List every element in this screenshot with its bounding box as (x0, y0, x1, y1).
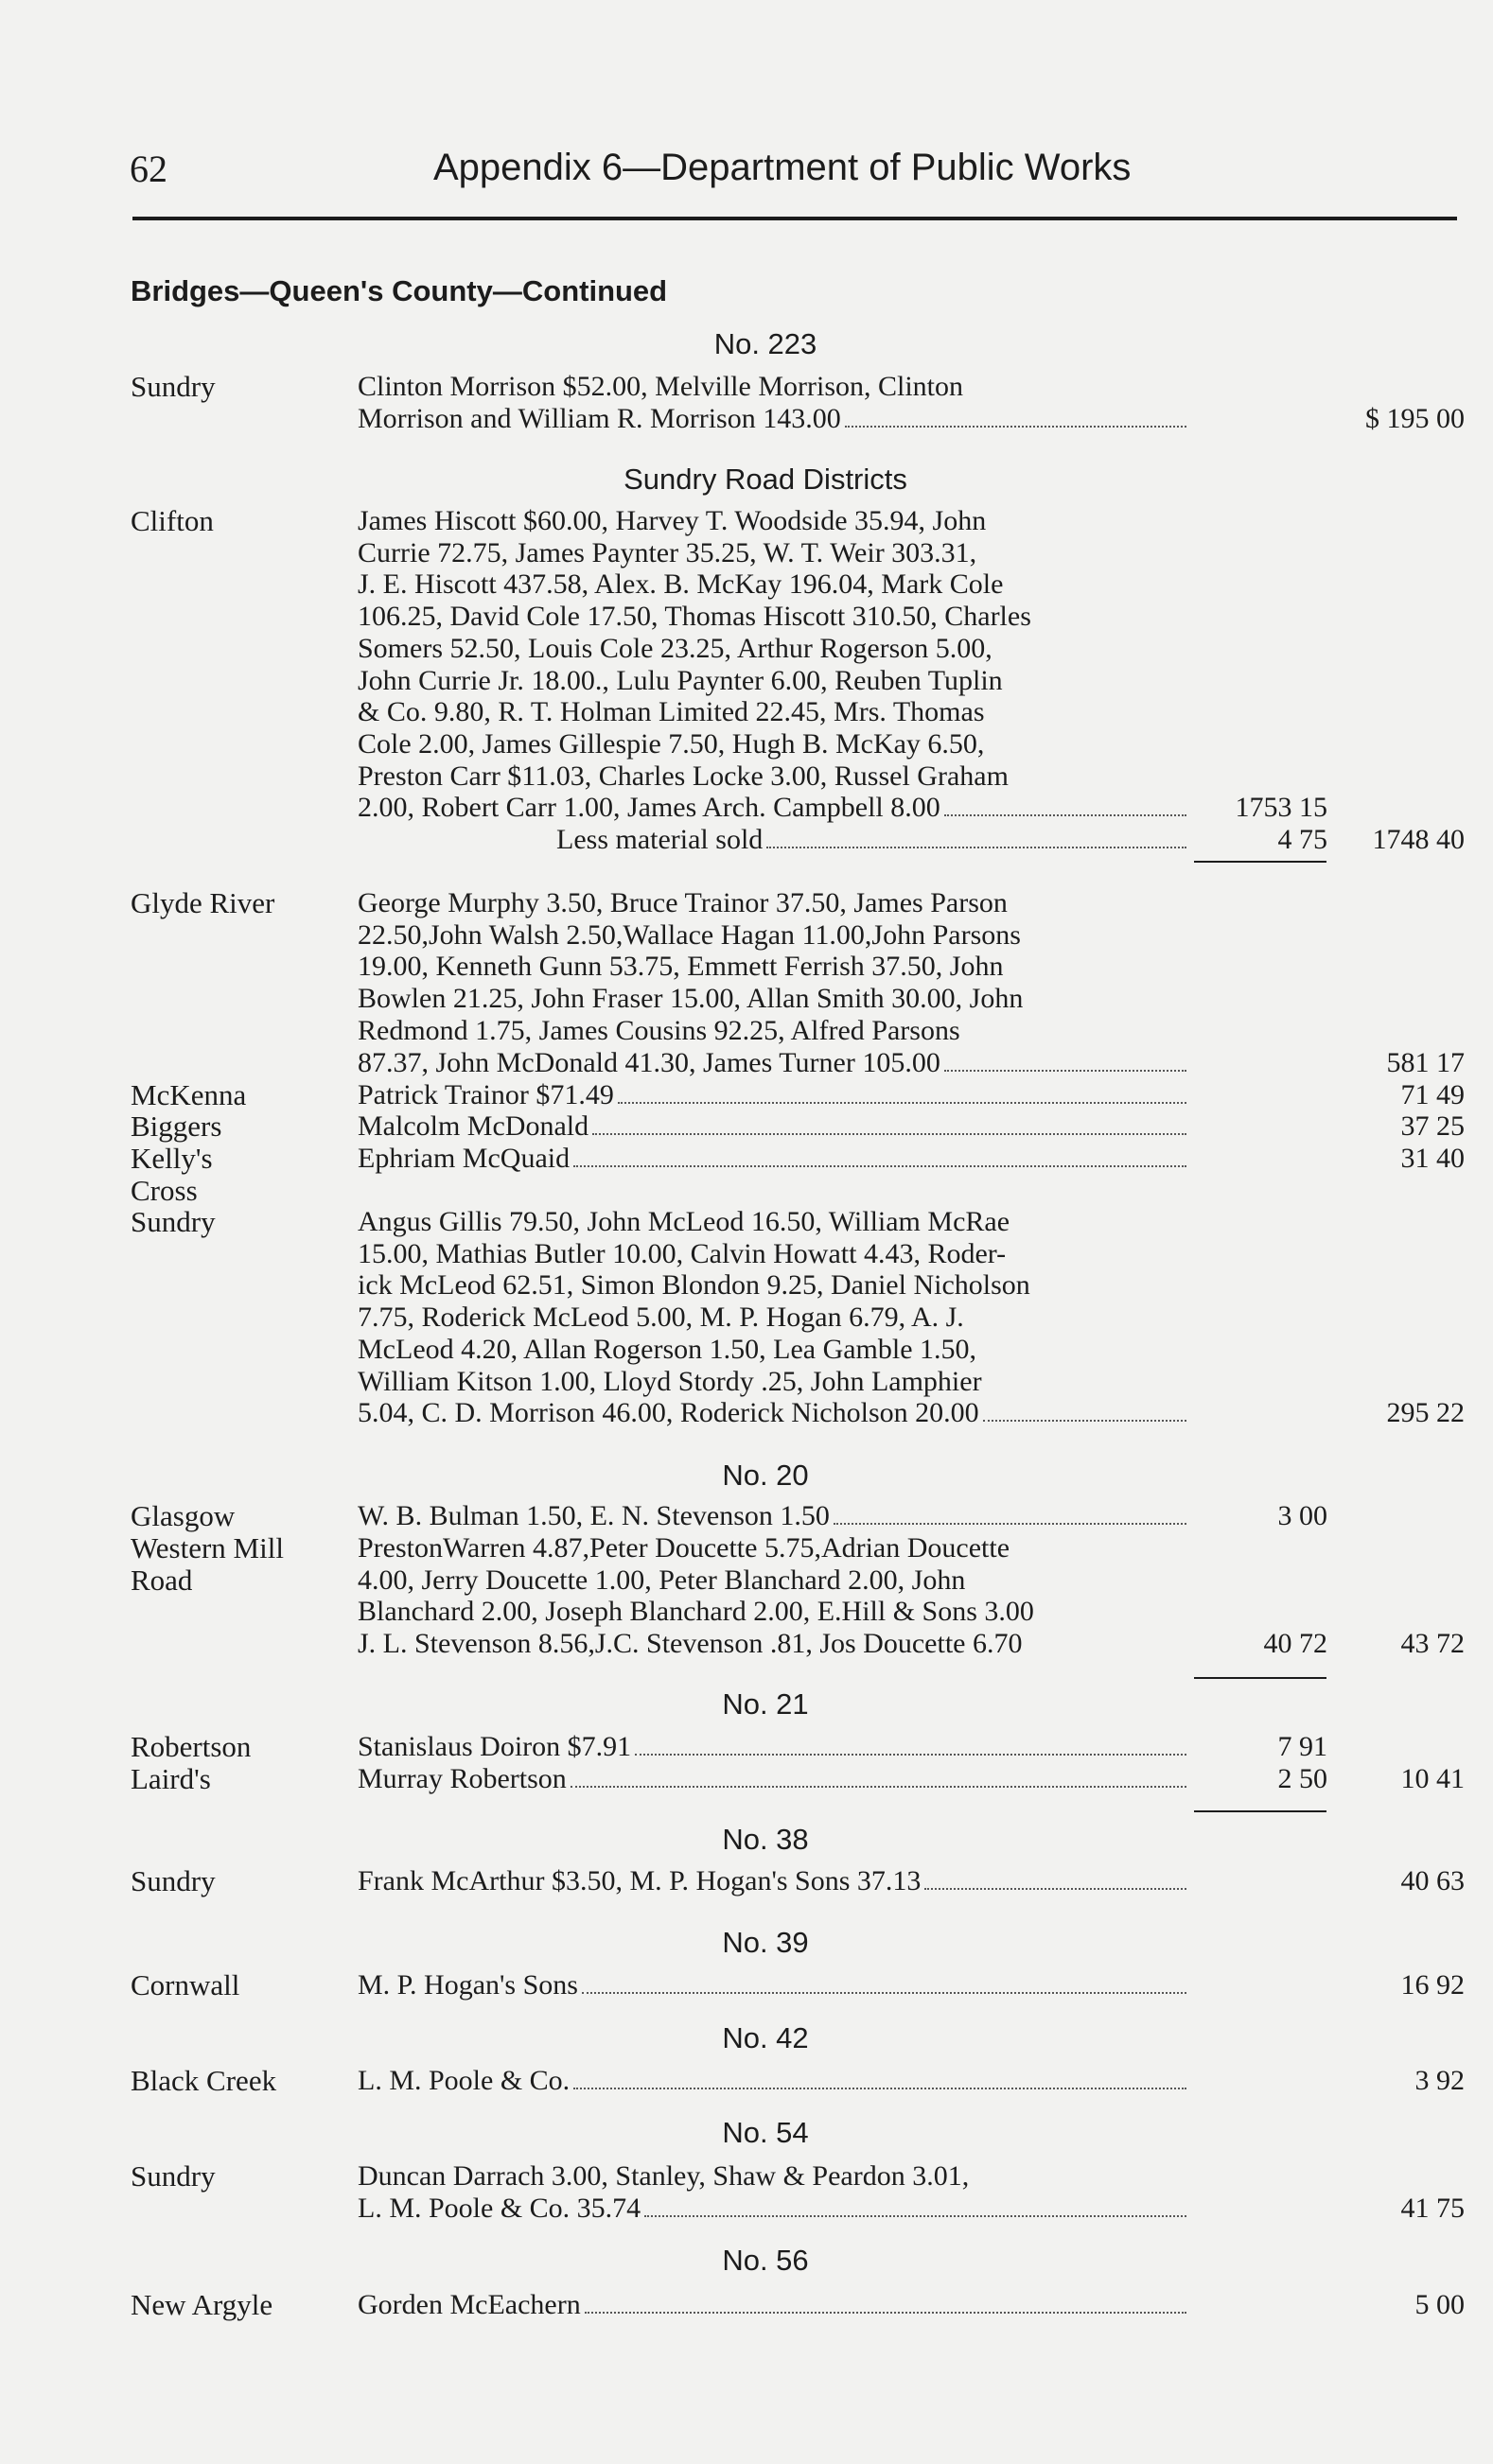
entry-line: William Kitson 1.00, Lloyd Stordy .25, John Lamphier (358, 1365, 982, 1397)
location-label: Robertson (131, 1730, 252, 1763)
total-amount: 3 92 (1414, 2065, 1465, 2096)
location-label: Sundry (131, 1864, 216, 1897)
entry-line: 5.04, C. D. Morrison 46.00, Roderick Nicholson 20.00 (358, 1397, 979, 1429)
entry-text (358, 1110, 1190, 1143)
entry-line: 4.00, Jerry Doucette 1.00, Peter Blanchard 2.00, John (358, 1564, 966, 1596)
total-amount: $ 195 00 (1365, 403, 1465, 434)
location-label: New Argyle (131, 2288, 273, 2321)
subsection-heading: Sundry Road Districts (624, 463, 907, 496)
entry-line: Patrick Trainor $71.49 (358, 1079, 614, 1110)
total-amount: 295 22 (1386, 1397, 1465, 1428)
subsection-heading: No. 38 (722, 1823, 809, 1856)
entry-line: W. B. Bulman 1.50, E. N. Stevenson 1.50 (358, 1500, 830, 1531)
sum-rule (1194, 1677, 1326, 1679)
entry-line: Preston Carr $11.03, Charles Locke 3.00, Russel Graham (358, 760, 1009, 792)
entry-line: L. M. Poole & Co. 35.74 (358, 2192, 641, 2224)
total-amount: 10 41 (1400, 1763, 1465, 1794)
subtotal-amount: 1753 15 (1235, 792, 1327, 823)
location-label: Glasgow (131, 1499, 236, 1532)
entry-text (358, 1731, 1190, 1763)
entry-text (358, 505, 1190, 856)
subtotal-amount: 3 00 (1277, 1500, 1327, 1531)
entry-line: Gorden McEachern (358, 2289, 581, 2320)
entry-line: Angus Gillis 79.50, John McLeod 16.50, William McRae (358, 1206, 1010, 1237)
location-label: Glyde River (131, 886, 275, 919)
location-label: Black Creek (131, 2064, 277, 2097)
entry-line: Currie 72.75, James Paynter 35.25, W. T. Weir 303.31, (358, 536, 977, 568)
total-amount: 41 75 (1400, 2193, 1465, 2224)
entry-line: 7.75, Roderick McLeod 5.00, M. P. Hogan 6.79, A. J. (358, 1302, 964, 1334)
entry-text (358, 1763, 1190, 1795)
entry-line: L. M. Poole & Co. (358, 2065, 571, 2096)
location-label: Western Mill Road (131, 1531, 284, 1597)
total-amount: 1748 40 (1372, 824, 1465, 855)
entry-line: 2.00, Robert Carr 1.00, James Arch. Campbell 8.00 (358, 792, 940, 824)
entry-line: Somers 52.50, Louis Cole 23.25, Arthur Rogerson 5.00, (358, 632, 992, 664)
subsection-heading: No. 39 (722, 1926, 809, 1959)
location-label: Biggers (131, 1110, 222, 1143)
entry-text (358, 1969, 1190, 2001)
entry-line: J. L. Stevenson 8.56,J.C. Stevenson .81, Jos Doucette 6.70 (358, 1628, 1023, 1660)
entry-line: M. P. Hogan's Sons (358, 1969, 578, 2001)
entry-line: Murray Robertson (358, 1763, 567, 1794)
entry-text (358, 1143, 1190, 1175)
total-amount: 31 40 (1400, 1143, 1465, 1174)
entry-line: 22.50,John Walsh 2.50,Wallace Hagan 11.00,John Parsons (358, 918, 1021, 951)
location-label: Sundry (131, 370, 216, 403)
total-amount: 37 25 (1400, 1110, 1465, 1142)
location-label: Sundry (131, 1205, 216, 1238)
subtotal-amount: 7 91 (1277, 1731, 1327, 1762)
entry-line: Malcolm McDonald (358, 1110, 589, 1142)
location-label: Clifton (131, 504, 214, 537)
subsection-heading: No. 56 (722, 2244, 809, 2277)
entry-line: 87.37, John McDonald 41.30, James Turner 105.00 (358, 1046, 940, 1078)
total-amount: 581 17 (1386, 1047, 1465, 1078)
total-amount: 71 49 (1400, 1079, 1465, 1110)
less-label: Less material sold (556, 824, 764, 856)
entry-text (358, 371, 1190, 434)
entry-line: McLeod 4.20, Allan Rogerson 1.50, Lea Gamble 1.50, (358, 1333, 977, 1365)
total-amount: 5 00 (1414, 2289, 1465, 2320)
entry-line: 15.00, Mathias Butler 10.00, Calvin Howatt 4.43, Roder- (358, 1237, 1007, 1269)
entry-text (358, 1865, 1190, 1897)
entry-text (358, 2289, 1190, 2321)
entry-line: John Currie Jr. 18.00., Lulu Paynter 6.00, Reuben Tuplin (358, 664, 1003, 696)
entry-line: Stanislaus Doiron $7.91 (358, 1731, 632, 1762)
entry-line: 19.00, Kenneth Gunn 53.75, Emmett Ferrish 37.50, John (358, 951, 1004, 983)
section-heading: Bridges—Queen's County—Continued (131, 274, 668, 307)
location-label: Sundry (131, 2159, 216, 2193)
entry-line: Cole 2.00, James Gillespie 7.50, Hugh B. McKay 6.50, (358, 727, 985, 760)
entry-line: James Hiscott $60.00, Harvey T. Woodside 35.94, John (358, 505, 987, 536)
entry-line: George Murphy 3.50, Bruce Trainor 37.50, James Parson (358, 887, 1008, 918)
entry-text (358, 2065, 1190, 2097)
entry-line: Redmond 1.75, James Cousins 92.25, Alfred Parsons (358, 1014, 960, 1046)
subsection-heading: No. 54 (722, 2116, 809, 2149)
entry-text (358, 1500, 1190, 1532)
entry-line: & Co. 9.80, R. T. Holman Limited 22.45, Mrs. Thomas (358, 696, 985, 728)
entry-line: Clinton Morrison $52.00, Melville Morrison, Clinton (358, 371, 964, 402)
sum-rule (1194, 1810, 1326, 1812)
entry-text (358, 2160, 1190, 2224)
entry-line: PrestonWarren 4.87,Peter Doucette 5.75,Adrian Doucette (358, 1532, 1010, 1564)
location-label: Cornwall (131, 1968, 240, 2001)
total-amount: 43 72 (1400, 1628, 1465, 1659)
total-amount: 40 63 (1400, 1865, 1465, 1896)
subtotal-amount: 2 50 (1277, 1763, 1327, 1794)
location-label: Kelly's Cross (131, 1142, 213, 1207)
entry-line: Morrison and William R. Morrison 143.00 (358, 402, 841, 434)
subtotal-amount: 40 72 (1263, 1628, 1327, 1659)
entry-line: Frank McArthur $3.50, M. P. Hogan's Sons 37.13 (358, 1865, 922, 1896)
total-amount: 16 92 (1400, 1969, 1465, 2001)
location-label: McKenna (131, 1078, 247, 1111)
page-title: Appendix 6—Department of Public Works (433, 147, 1132, 188)
entry-text (358, 887, 1190, 1078)
entry-line: Duncan Darrach 3.00, Stanley, Shaw & Peardon 3.01, (358, 2160, 970, 2192)
header-rule (132, 217, 1457, 220)
entry-line: Ephriam McQuaid (358, 1143, 571, 1174)
entry-text (358, 1079, 1190, 1111)
entry-line: Blanchard 2.00, Joseph Blanchard 2.00, E.Hill & Sons 3.00 (358, 1596, 1034, 1628)
entry-line: ick McLeod 62.51, Simon Blondon 9.25, Daniel Nicholson (358, 1269, 1030, 1302)
subsection-heading: No. 42 (722, 2021, 809, 2054)
sum-rule (1194, 861, 1326, 863)
entry-line: Bowlen 21.25, John Fraser 15.00, Allan Smith 30.00, John (358, 983, 1024, 1015)
entry-line: 106.25, David Cole 17.50, Thomas Hiscott 310.50, Charles (358, 601, 1031, 633)
entry-line: J. E. Hiscott 437.58, Alex. B. McKay 196.04, Mark Cole (358, 568, 1004, 601)
entry-text (358, 1532, 1190, 1660)
page-number: 62 (130, 148, 167, 190)
location-label: Laird's (131, 1762, 211, 1795)
subsection-heading: No. 21 (722, 1687, 809, 1721)
subsection-heading: No. 223 (713, 327, 817, 360)
entry-text (358, 1206, 1190, 1429)
less-amount: 4 75 (1277, 824, 1327, 855)
subsection-heading: No. 20 (722, 1459, 809, 1492)
